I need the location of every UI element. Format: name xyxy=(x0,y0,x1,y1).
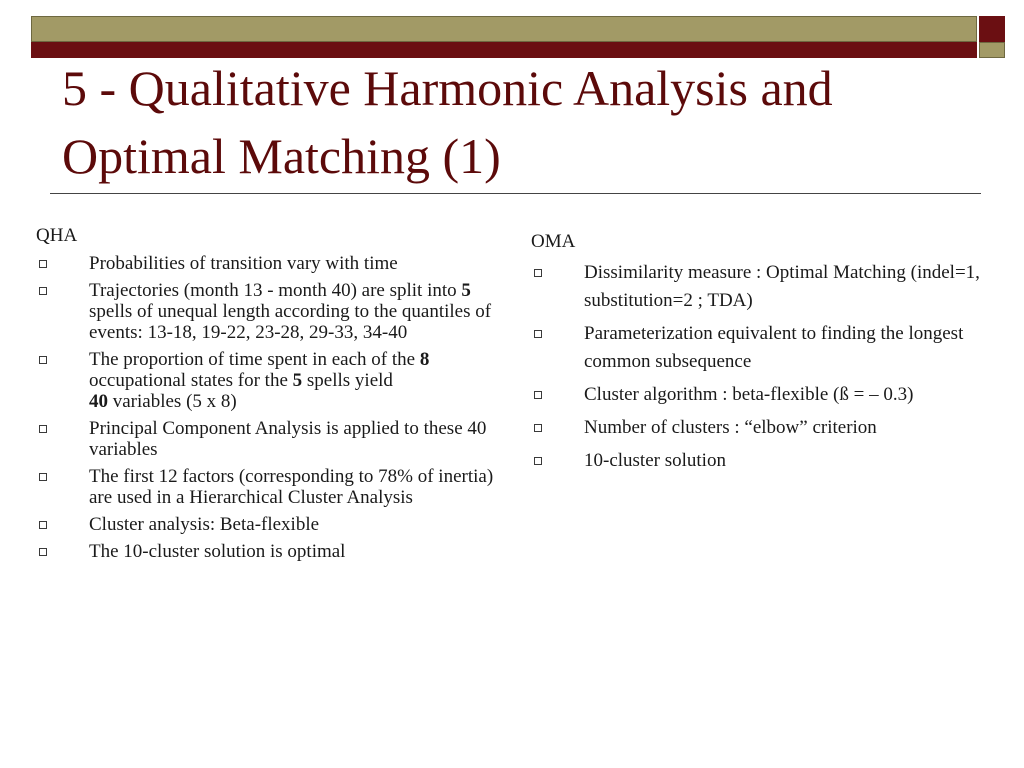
square-bullet-icon xyxy=(39,425,47,433)
qha-column xyxy=(36,224,506,568)
square-bullet-icon xyxy=(39,521,47,529)
slide-title-line-1: 5 - Qualitative Harmonic Analysis and xyxy=(62,60,833,116)
qha-item-2-text-b: spells of unequal length according to the quantiles of events: 13-18, 19-22, 23-28, 29-33, 34-40 xyxy=(89,301,492,343)
qha-item-7-text: The 10-cluster solution is optimal xyxy=(89,541,346,562)
qha-item-3-text-c: spells yield xyxy=(302,370,393,391)
square-bullet-icon xyxy=(534,330,542,338)
square-bullet-icon xyxy=(39,356,47,364)
qha-item-3-bold-c: 40 xyxy=(89,391,108,412)
qha-item-6-text: Cluster analysis: Beta-flexible xyxy=(89,514,320,535)
square-bullet-icon xyxy=(39,473,47,481)
oma-item-3 xyxy=(531,381,1001,409)
qha-item-7 xyxy=(36,541,506,562)
title-divider xyxy=(50,193,981,194)
oma-list xyxy=(531,259,1001,475)
square-bullet-icon xyxy=(534,424,542,432)
header-maroon-square xyxy=(979,16,1005,42)
oma-column xyxy=(531,230,1001,480)
oma-item-1 xyxy=(531,259,1001,315)
oma-item-4 xyxy=(531,414,1001,442)
square-bullet-icon xyxy=(534,457,542,465)
qha-item-3-text-b: occupational states for the xyxy=(89,370,293,391)
qha-item-6 xyxy=(36,514,506,535)
qha-item-5-text: The first 12 factors (corresponding to 78% of inertia) are used in a Hierarchical Cluster Analysis xyxy=(89,466,494,508)
header-olive-bar xyxy=(31,16,977,42)
oma-item-4-text: Number of clusters : “elbow” criterion xyxy=(584,417,877,438)
square-bullet-icon xyxy=(39,260,47,268)
square-bullet-icon xyxy=(534,269,542,277)
oma-item-5 xyxy=(531,447,1001,475)
qha-item-1-text: Probabilities of transition vary with time xyxy=(89,253,398,274)
qha-item-2-text-a: Trajectories (month 13 - month 40) are split into xyxy=(89,280,462,301)
oma-item-5-text: 10-cluster solution xyxy=(584,450,726,471)
qha-item-5 xyxy=(36,466,506,508)
oma-item-3-text: Cluster algorithm : beta-flexible (ß = – 0.3) xyxy=(584,384,914,405)
qha-item-4 xyxy=(36,418,506,460)
oma-item-2 xyxy=(531,320,1001,376)
qha-item-2 xyxy=(36,280,506,343)
qha-item-3-text-d: variables (5 x 8) xyxy=(108,391,237,412)
slide-title xyxy=(62,54,982,190)
qha-item-2-bold-a: 5 xyxy=(461,280,471,301)
header-olive-square xyxy=(979,42,1005,58)
qha-item-3-bold-b: 5 xyxy=(292,370,303,391)
square-bullet-icon xyxy=(39,287,47,295)
oma-heading: OMA xyxy=(531,231,576,252)
qha-item-3 xyxy=(36,349,506,412)
qha-list xyxy=(36,253,506,562)
qha-heading: QHA xyxy=(36,225,78,246)
slide-title-line-2: Optimal Matching (1) xyxy=(62,128,501,184)
qha-item-3-bold-a: 8 xyxy=(419,349,430,370)
qha-item-3-text-a: The proportion of time spent in each of the xyxy=(89,349,420,370)
qha-item-1 xyxy=(36,253,506,274)
square-bullet-icon xyxy=(39,548,47,556)
square-bullet-icon xyxy=(534,391,542,399)
oma-item-2-text: Parameterization equivalent to finding the longest common subsequence xyxy=(584,323,964,372)
oma-item-1-text: Dissimilarity measure : Optimal Matching (indel=1, substitution=2 ; TDA) xyxy=(584,262,980,311)
qha-item-4-text: Principal Component Analysis is applied to these 40 variables xyxy=(89,418,487,460)
